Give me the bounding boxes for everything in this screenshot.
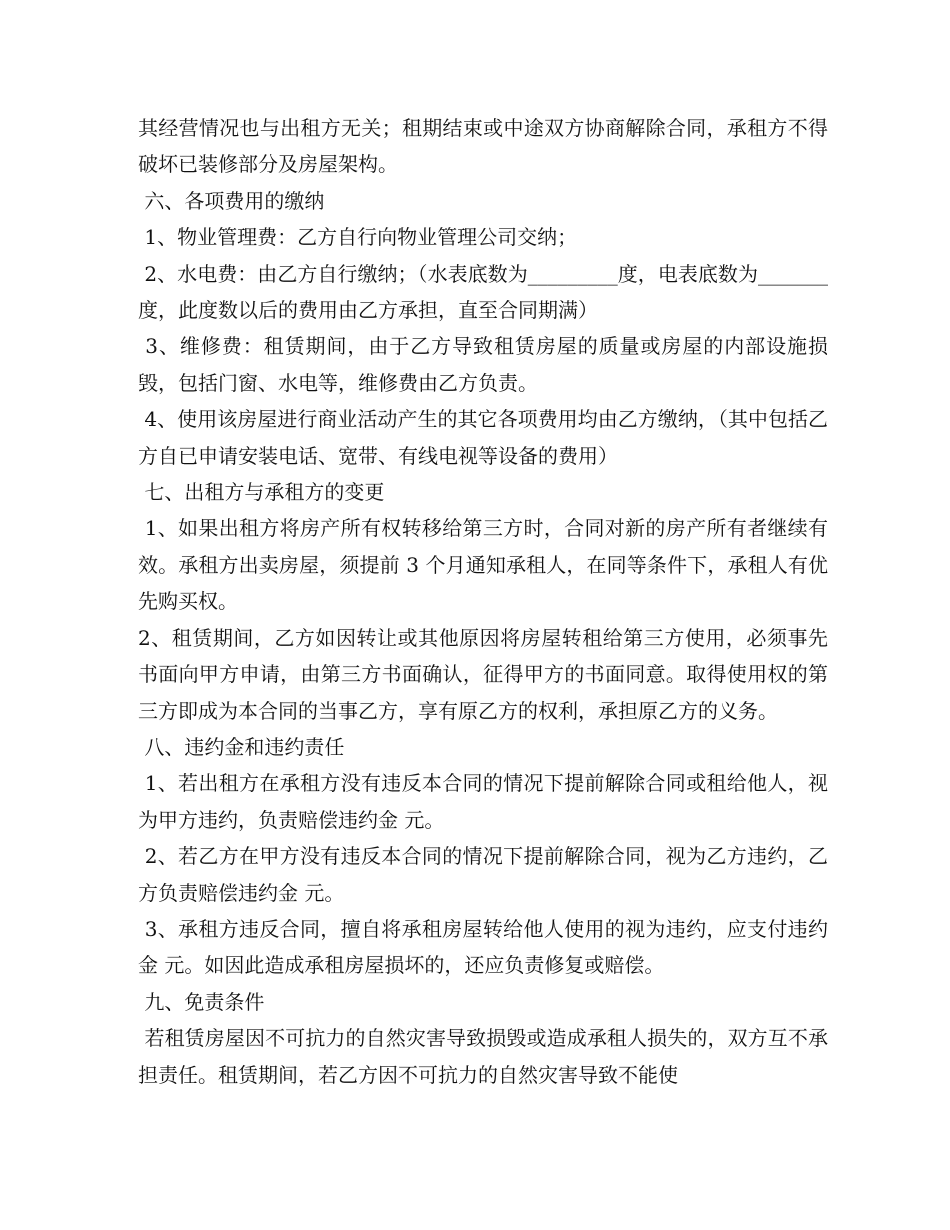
clause-maintenance-fee: 3、维修费：租赁期间，由于乙方导致租赁房屋的质量或房屋的内部设施损毁，包括门窗、水电等，维修费由乙方负责。 [138, 334, 828, 395]
clause-lessee-breach: 2、若乙方在甲方没有违反本合同的情况下提前解除合同，视为乙方违约，乙方负责赔偿违约金 元。 [138, 844, 828, 905]
clause-other-fees: 4、使用该房屋进行商业活动产生的其它各项费用均由乙方缴纳，（其中包括乙方自已申请安装电话、宽带、有线电视等设备的费用） [138, 407, 828, 468]
paragraph-continuation: 其经营情况也与出租方无关；租期结束或中途双方协商解除合同，承租方不得破坏已装修部分及房屋架构。 [138, 116, 828, 177]
clause-property-fee: 1、物业管理费：乙方自行向物业管理公司交纳； [138, 225, 578, 250]
section-heading-changes: 七、出租方与承租方的变更 [138, 480, 385, 505]
clause-sublease: 2、租赁期间，乙方如因转让或其他原因将房屋转租给第三方使用，必须事先书面向甲方申请，由第三方书面确认，征得甲方的书面同意。取得使用权的第三方即成为本合同的当事乙方，享有原乙方的权利，承担原乙方的义务。 [138, 625, 828, 723]
section-heading-fees: 六、各项费用的缴纳 [138, 188, 325, 213]
clause-ownership-transfer: 1、如果出租方将房产所有权转移给第三方时，合同对新的房产所有者继续有效。承租方出卖房屋，须提前 3 个月通知承租人，在同等条件下，承租人有优先购买权。 [138, 516, 828, 614]
clause-unauthorized-transfer: 3、承租方违反合同，擅自将承租房屋转给他人使用的视为违约，应支付违约金 元。如因此造成承租房屋损坏的，还应负责修复或赔偿。 [138, 916, 828, 978]
document-body [138, 110, 828, 1093]
clause-force-majeure: 若租赁房屋因不可抗力的自然灾害导致损毁或造成承租人损失的，双方互不承担责任。租赁期间，若乙方因不可抗力的自然灾害导致不能使 [138, 1026, 829, 1087]
section-heading-exemption: 九、免责条件 [138, 989, 265, 1014]
clause-utilities-fee: 2、水电费：由乙方自行缴纳；（水表底数为_________度，电表底数为_______度，此度数以后的费用由乙方承担，直至合同期满） [138, 261, 828, 323]
clause-lessor-breach: 1、若出租方在承租方没有违反本合同的情况下提前解除合同或租给他人，视为甲方违约，负责赔偿违约金 元。 [138, 771, 828, 832]
section-heading-penalty: 八、违约金和违约责任 [138, 734, 345, 759]
